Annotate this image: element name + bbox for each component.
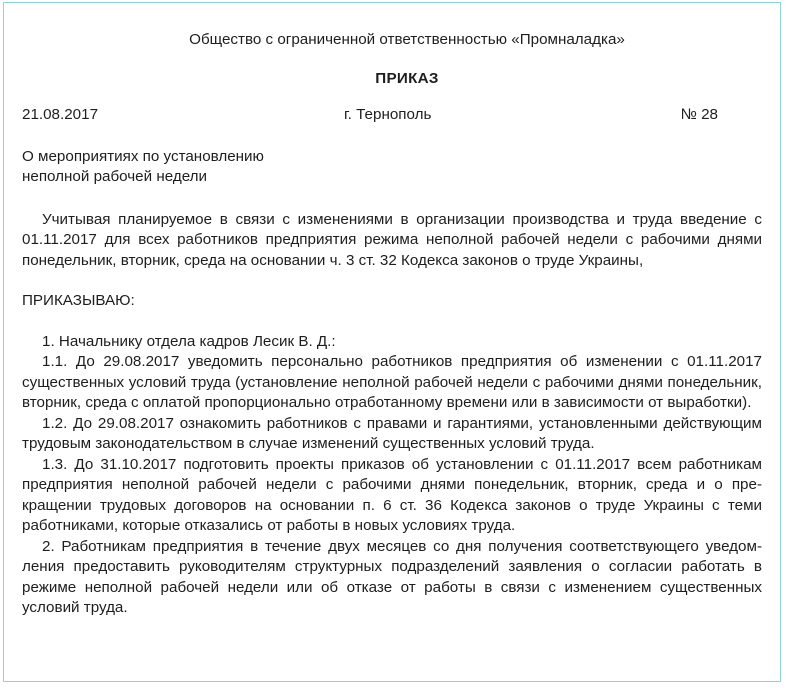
order-item-1-2: 1.2. До 29.08.2017 ознакомить работников с правами и гарантиями, установленными действующим трудовым законодательством в случае изменений существенных условий труда. [22, 414, 762, 452]
order-document [22, 30, 762, 619]
document-meta [22, 105, 762, 126]
preamble-paragraph: Учитывая планируемое в связи с изменениями в организации производства и труда введение с 01.11.2017 для всех работников предприятия режима неполной рабочей недели с рабочими днями понедельник, вторник, среда на основании ч. 3 ст. 32 Кодекса законов о труде Украины, [22, 210, 762, 269]
order-item-2: 2. Работникам предприятия в течение двух месяцев со дня получения соответствующего уведомления предоставить руководителям структурных подразделений заявления о согласии работать в режиме неполной рабочей недели или об отказе от работы в связи с изменением существенных условий труда. [22, 537, 762, 616]
document-date: 21.08.2017 [22, 106, 99, 123]
subject-line-1: О мероприятиях по установлению [22, 147, 264, 165]
document-number: № 28 [680, 106, 718, 123]
subject-line-2: неполной рабочей недели [22, 168, 207, 185]
document-subject [22, 147, 762, 188]
organization-name: Общество с ограниченной ответственностью «Промналадка» [189, 31, 625, 48]
document-city: г. Тернополь [344, 106, 432, 123]
order-item-1-3: 1.3. До 31.10.2017 подготовить проекты приказов об установлении с 01.11.2017 всем работникам предприятия неполной рабочей недели с рабочими днями понедельник, вторник, среда и о прекращении трудовых договоров на основании п. 6 ст. 36 Кодекса законов о труде Украины с теми работниками, которые отказались от работы в новых условиях труда. [22, 455, 762, 534]
order-items [22, 332, 762, 619]
order-item-1-1: 1.1. До 29.08.2017 уведомить персонально работников предприятия об изменении с 01.11.2017 существенных условий труда (установление неполной рабочей недели с рабочими днями понедельник, вторник, среда с оплатой пропорционально отработанному времени или в зависимости от выработки). [22, 353, 762, 411]
order-directive: ПРИКАЗЫВАЮ: [22, 292, 135, 309]
order-item-1: 1. Начальнику отдела кадров Лесик В. Д.: [42, 332, 336, 350]
document-title: ПРИКАЗ [375, 69, 439, 87]
